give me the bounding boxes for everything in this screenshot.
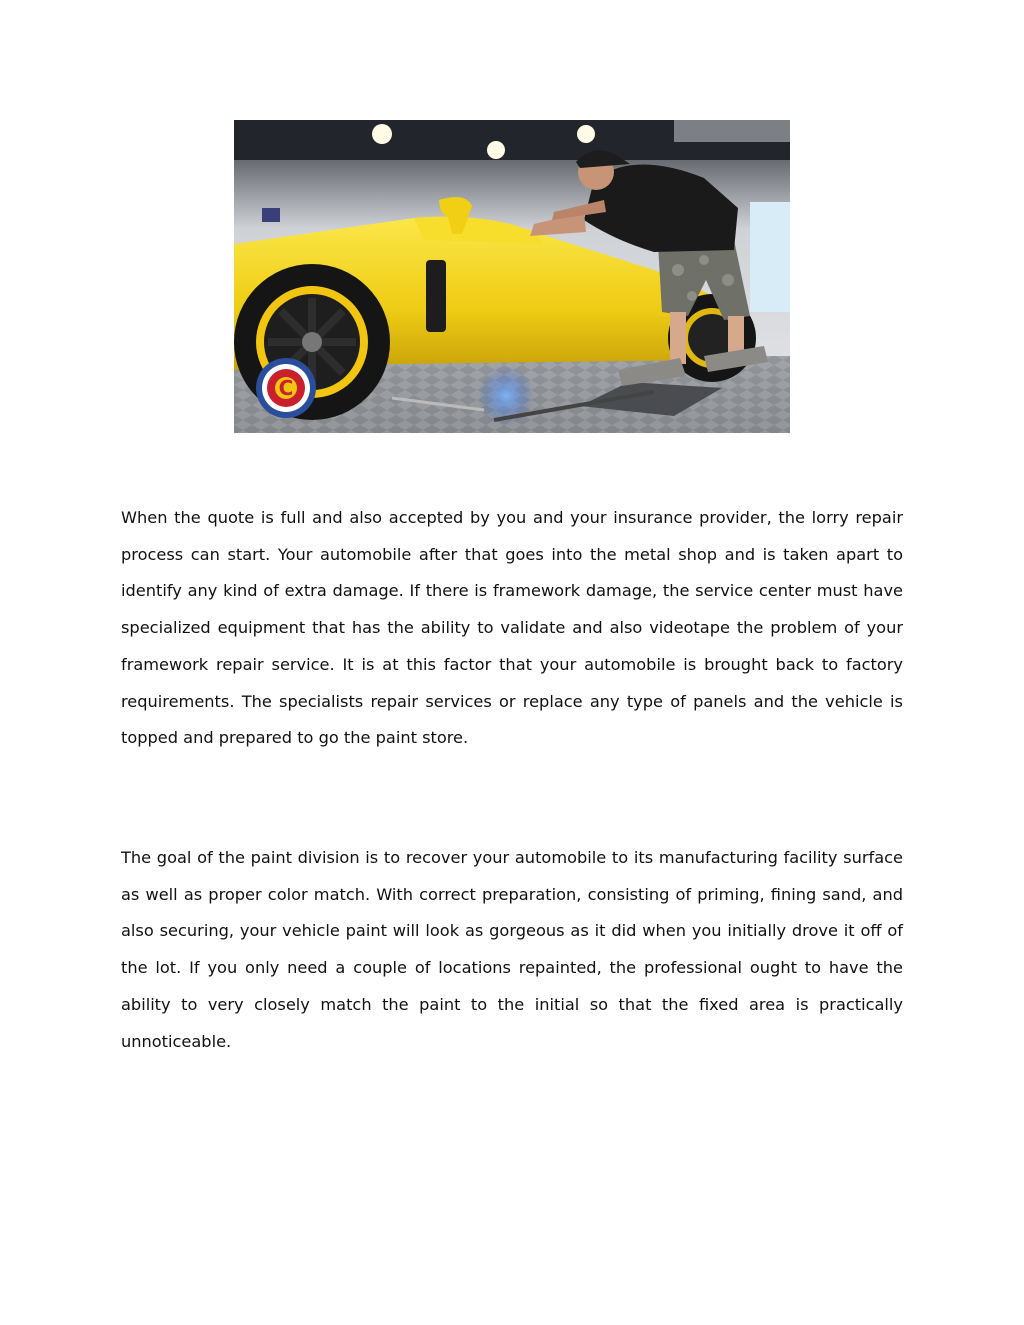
car-repair-photo (234, 120, 790, 433)
svg-text:C: C (278, 376, 294, 400)
body-paragraph-paint-division: The goal of the paint division is to recover your automobile to its manufacturing facility surface as well as proper color match. With correct preparation, consisting of priming, fining sand, and also securing, your vehicle paint will look as gorgeous as it did when you initially drove it off of the lot. If you only need a couple of locations repainted, the professional ought to have the ability to very closely match the paint to the initial so that the fixed area is practically unnoticeable. (121, 848, 903, 1051)
body-paragraph-repair-process: When the quote is full and also accepted by you and your insurance provider, the lorry repair process can start. Your automobile after that goes into the metal shop and is taken apart to identify any kind of extra damage. If there is framework damage, the service center must have specialized equipment that has the ability to validate and also videotape the problem of your framework repair service. It is at this factor that your automobile is brought back to factory requirements. The specialists repair services or replace any type of panels and the vehicle is topped and prepared to go the paint store. (121, 508, 903, 748)
shop-logo (256, 358, 316, 418)
